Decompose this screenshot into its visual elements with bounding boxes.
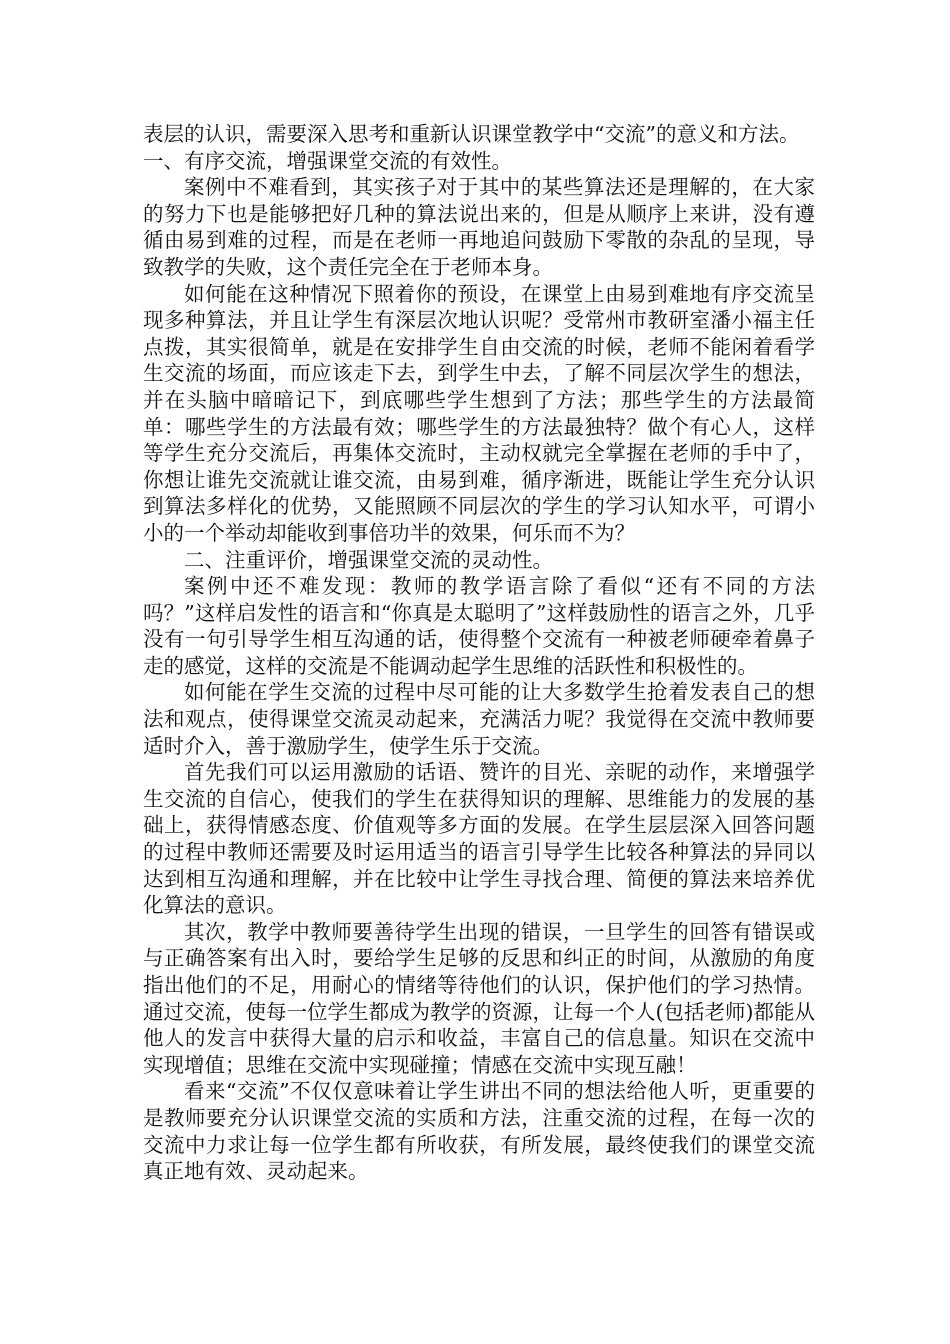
paragraph-4: 如何能在学生交流的过程中尽可能的让大多数学生抢着发表自己的想法和观点，使得课堂交流灵动起来，充满活力呢？我觉得在交流中教师要适时介入，善于激励学生，使学生乐于交流。 xyxy=(143,680,815,758)
paragraph-5: 首先我们可以运用激励的话语、赞许的目光、亲昵的动作，来增强学生交流的自信心，使我们的学生在获得知识的理解、思维能力的发展的基础上，获得情感态度、价值观等多方面的发展。在学生层层深入回答问题的过程中教师还需要及时运用适当的语言引导学生比较各种算法的异同以达到相互沟通和理解，并在比较中让学生寻找合理、简便的算法来培养优化算法的意识。 xyxy=(143,760,815,918)
paragraph-1: 案例中不难看到，其实孩子对于其中的某些算法还是理解的，在大家的努力下也是能够把好几种的算法说出来的，但是从顺序上来讲，没有遵循由易到难的过程，而是在老师一再地追问鼓励下零散的杂乱的呈现，导致教学的失败，这个责任完全在于老师本身。 xyxy=(143,175,815,279)
paragraph-6: 其次，教学中教师要善待学生出现的错误，一旦学生的回答有错误或与正确答案有出入时，要给学生足够的反思和纠正的时间，从激励的角度指出他们的不足，用耐心的情绪等待他们的认识，保护他们的学习热情。通过交流，使每一位学生都成为教学的资源，让每一个人(包括老师)都能从他人的发言中获得大量的启示和收益，丰富自己的信息量。知识在交流中实现增值；思维在交流中实现碰撞；情感在交流中实现互融！ xyxy=(143,919,815,1077)
document-body xyxy=(143,121,815,1185)
paragraph-3: 案例中还不难发现：教师的教学语言除了看似“还有不同的方法吗？”这样启发性的语言和“你真是太聪明了”这样鼓励性的语言之外，几乎没有一句引导学生相互沟通的话，使得整个交流有一种被老师硬牵着鼻子走的感觉，这样的交流是不能调动起学生思维的活跃性和积极性的。 xyxy=(143,574,815,678)
paragraph-intro-tail: 表层的认识，需要深入思考和重新认识课堂教学中“交流”的意义和方法。 xyxy=(143,122,800,146)
paragraph-2: 如何能在这种情况下照着你的预设，在课堂上由易到难地有序交流呈现多种算法，并且让学生有深层次地认识呢？受常州市教研室潘小福主任点拨，其实很简单，就是在安排学生自由交流的时候，老师不能闲着看学生交流的场面，而应该走下去，到学生中去，了解不同层次学生的想法，并在头脑中暗暗记下，到底哪些学生想到了方法；那些学生的方法最简单：哪些学生的方法最有效；哪些学生的方法最独特？做个有心人，这样等学生充分交流后，再集体交流时，主动权就完全掌握在老师的手中了，你想让谁先交流就让谁交流，由易到难，循序渐进，既能让学生充分认识到算法多样化的优势，又能照顾不同层次的学生的学习认知水平，可谓小小的一个举动却能收到事倍功半的效果，何乐而不为？ xyxy=(143,281,815,545)
paragraph-7: 看来“交流”不仅仅意味着让学生讲出不同的想法给他人听，更重要的是教师要充分认识课堂交流的实质和方法，注重交流的过程，在每一次的交流中力求让每一位学生都有所收获，有所发展，最终使我们的课堂交流真正地有效、灵动起来。 xyxy=(143,1079,815,1184)
section-heading-1: 一、有序交流，增强课堂交流的有效性。 xyxy=(143,148,512,173)
section-heading-2: 二、注重评价，增强课堂交流的灵动性。 xyxy=(184,547,553,572)
